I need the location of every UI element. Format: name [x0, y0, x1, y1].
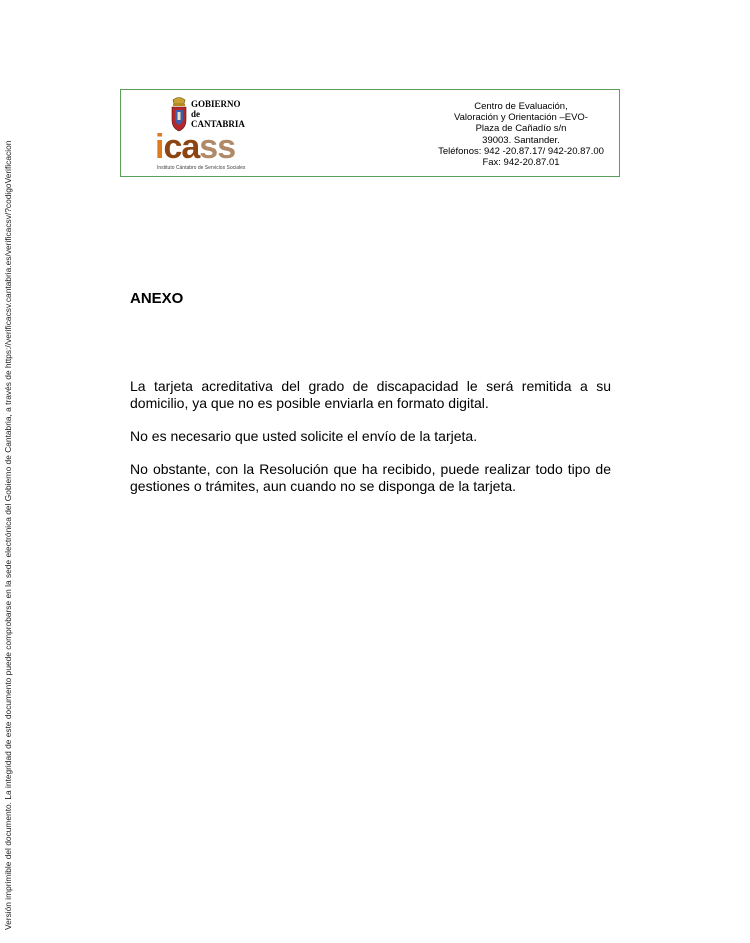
contact-line-2: Valoración y Orientación –EVO-: [454, 112, 588, 124]
icass-wordmark: [155, 128, 236, 166]
paragraph-1: La tarjeta acreditativa del grado de discapacidad le será remitida a su domicilio, ya que no es posible enviarla en formato digital.: [130, 378, 611, 411]
paragraph-3: No obstante, con la Resolución que ha recibido, puede realizar todo tipo de gestiones o trámites, aun cuando no se disponga de la tarjeta.: [130, 461, 611, 494]
contact-line-1: Centro de Evaluación,: [474, 101, 568, 112]
contact-block: [421, 101, 621, 168]
contact-line-3: Plaza de Cañadío s/n: [475, 123, 567, 135]
gobierno-line-1: GOBIERNO: [191, 99, 241, 109]
gobierno-cantabria-logo: [169, 94, 249, 132]
contact-line-4: 39003. Santander.: [482, 134, 560, 146]
coat-of-arms-icon: [169, 96, 189, 132]
icass-part-3: ss: [199, 128, 236, 166]
gobierno-line-3: CANTABRIA: [191, 119, 245, 129]
paragraph-2: No es necesario que usted solicite el envío de la tarjeta.: [130, 428, 478, 444]
letterhead: [120, 89, 620, 177]
gobierno-line-2: de: [191, 109, 200, 119]
page-title: ANEXO: [130, 290, 184, 307]
icass-subtitle: Instituto Cántabro de Servicios Sociales: [157, 165, 246, 171]
icass-part-1: i: [155, 128, 164, 166]
icass-part-2: ca: [163, 128, 200, 166]
contact-line-6: Fax: 942-20.87.01: [482, 157, 560, 169]
document-body: [130, 378, 611, 511]
contact-line-5: Teléfonos: 942 -20.87.17/ 942-20.87.00: [438, 145, 604, 157]
gobierno-text: [191, 99, 245, 129]
verification-side-note: Versión imprimible del documento. La integridad de este documento puede comprobarse en la sede electrónica del Gobierno de Cantabria, a través de https://verificacsv.cantabria.es/verificacsv/?codigoVerificacion: [3, 140, 13, 930]
icass-logo: [155, 128, 263, 174]
